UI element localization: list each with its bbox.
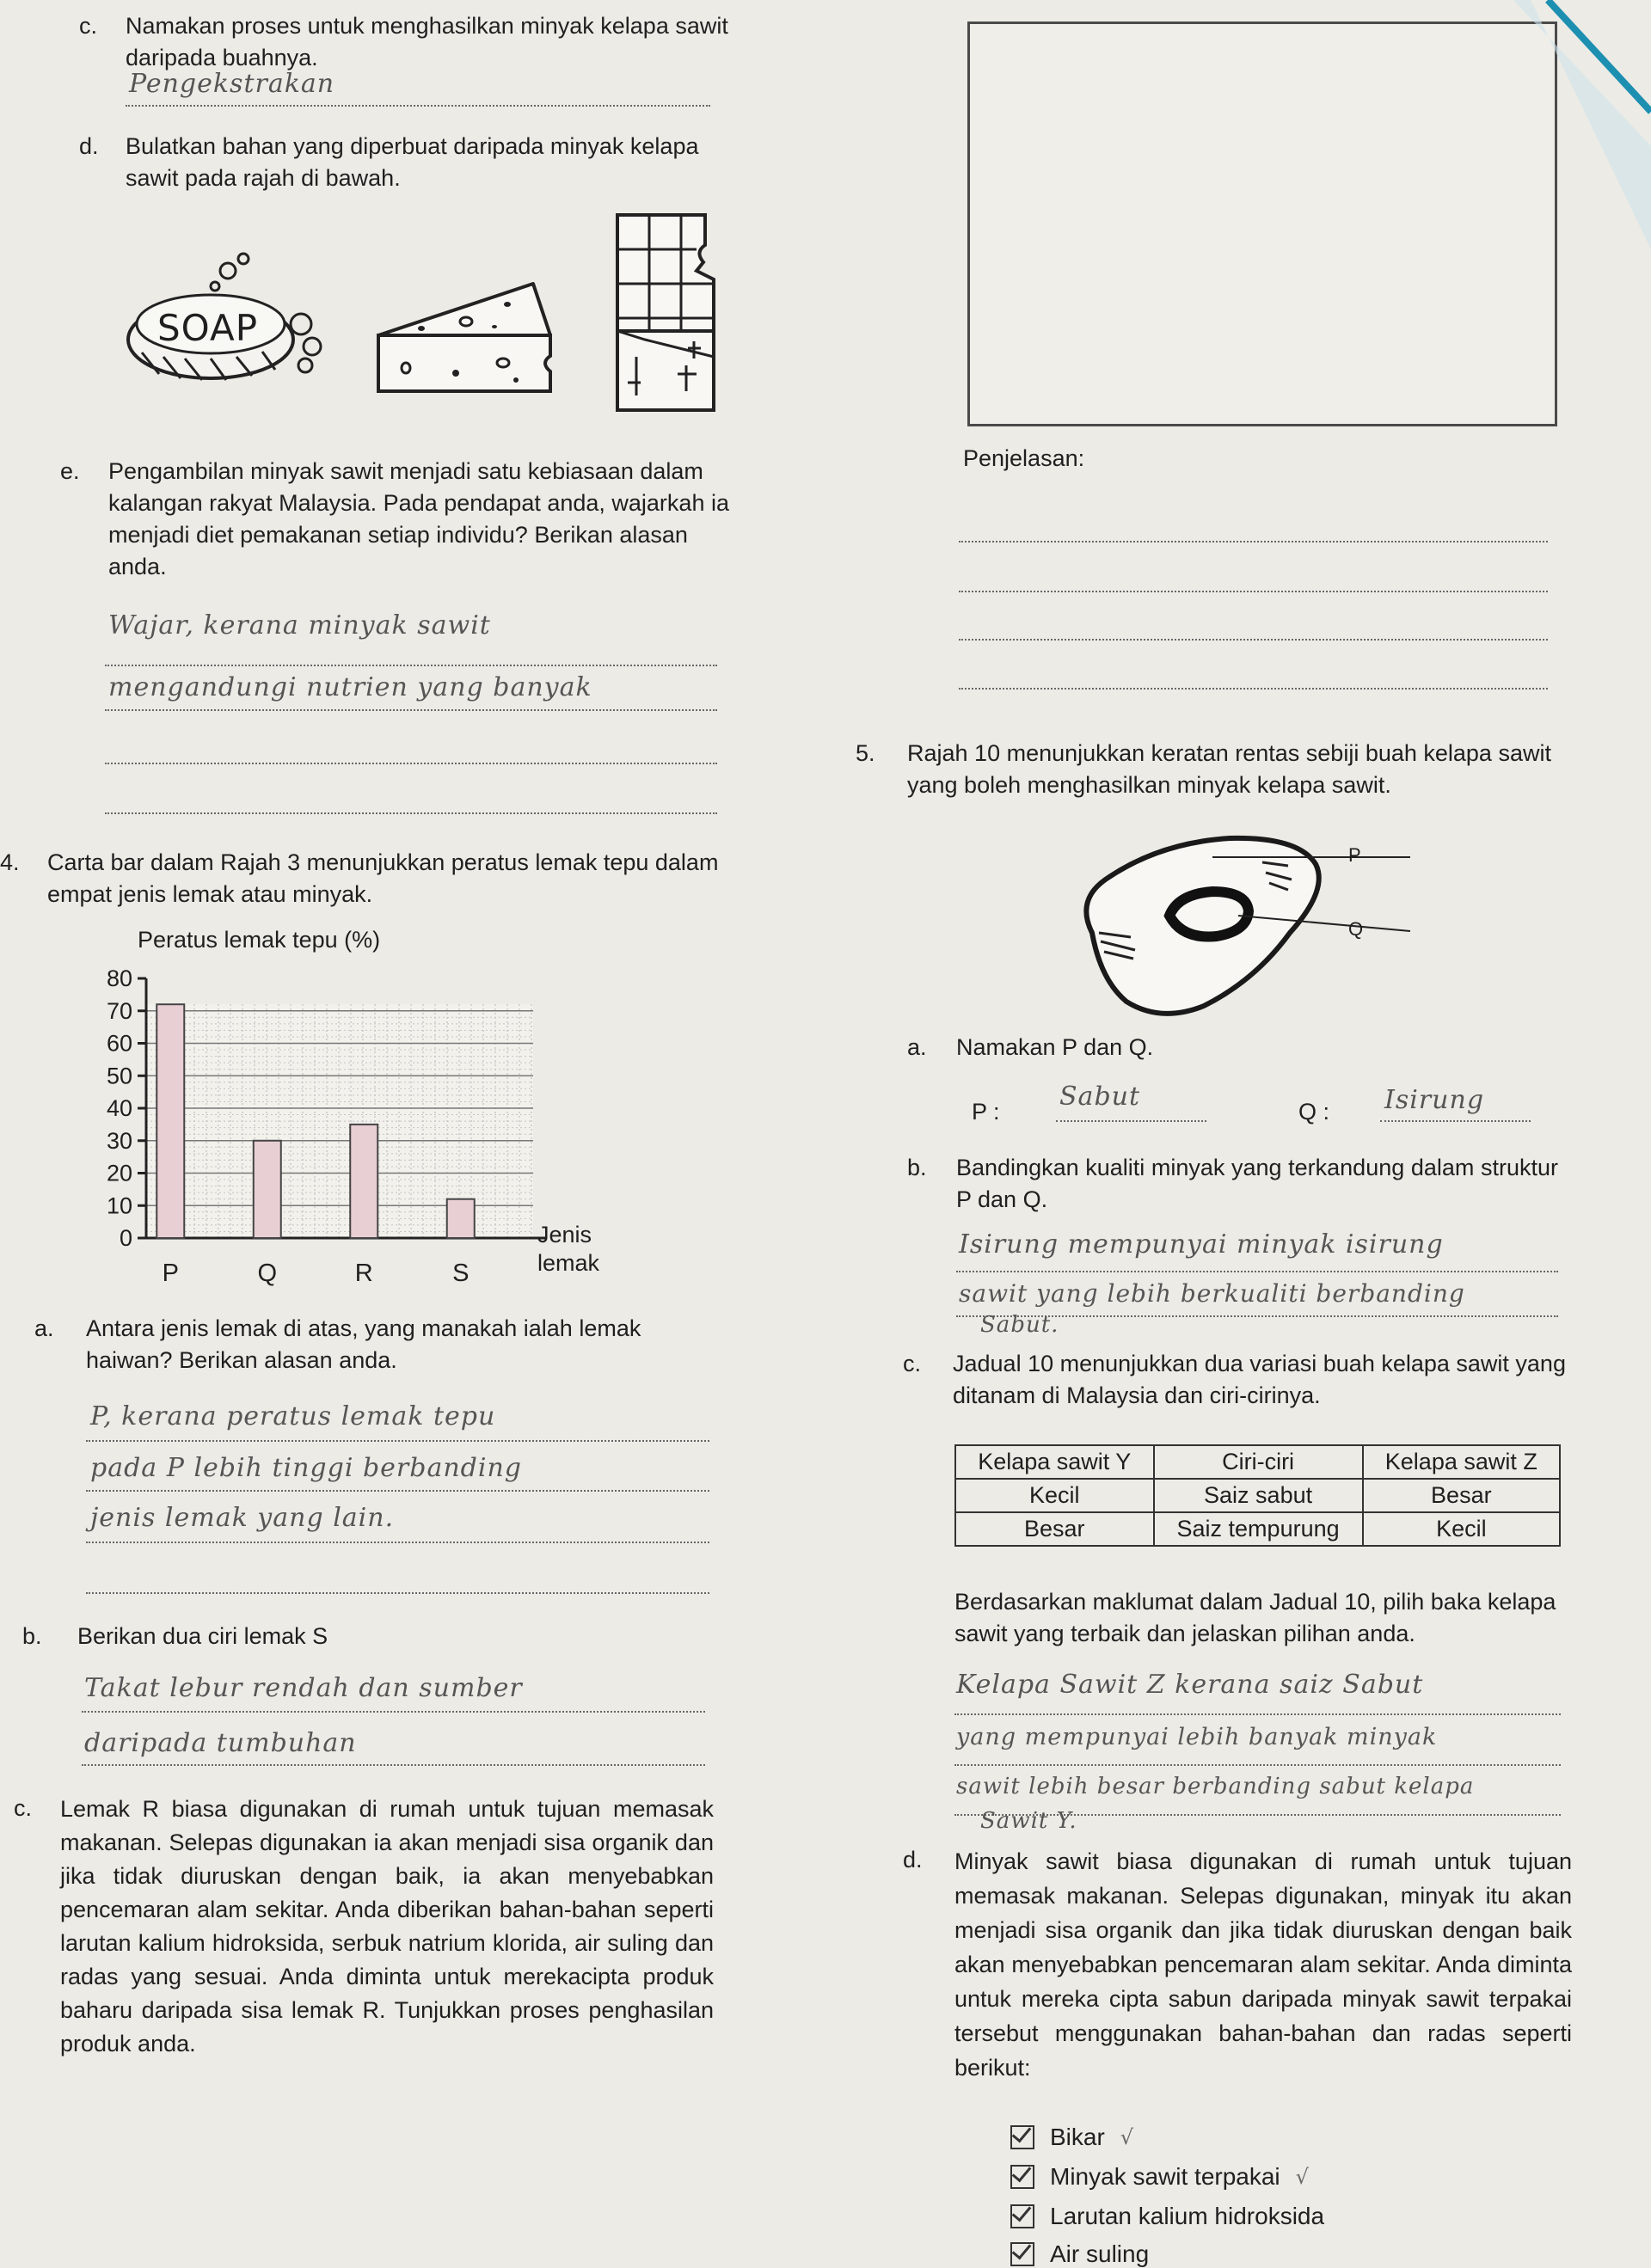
q4a-answer-2: pada P lebih tinggi berbanding bbox=[90, 1453, 522, 1483]
q3c-text: Namakan proses untuk menghasilkan minyak kelapa sawit daripada buahnya. bbox=[126, 13, 728, 70]
q5c-answer-4: Sawit Y. bbox=[980, 1808, 1077, 1834]
q3c-answer: Pengekstrakan bbox=[129, 69, 335, 99]
explain-label: Penjelasan: bbox=[963, 445, 1085, 471]
q4a-line-3 bbox=[86, 1542, 709, 1543]
y-tick-label: 30 bbox=[106, 1127, 132, 1154]
q3e-letter: e. bbox=[60, 458, 80, 484]
q5b-letter: b. bbox=[907, 1155, 927, 1180]
cheese-drawing bbox=[370, 267, 559, 395]
q5a-p-line bbox=[1056, 1120, 1206, 1122]
q5b-answer-3: Sabut. bbox=[980, 1312, 1059, 1338]
y-tick-label: 0 bbox=[119, 1225, 132, 1251]
q5c-line-2 bbox=[954, 1764, 1561, 1766]
q3e-line-1 bbox=[105, 665, 717, 666]
chart-x-label: Jenis lemak bbox=[537, 1222, 600, 1276]
q3d-letter: d. bbox=[79, 133, 99, 159]
x-tick-label: P bbox=[162, 1260, 179, 1287]
q5b-answer-1: Isirung mempunyai minyak isirung bbox=[959, 1229, 1444, 1260]
checkbox-checked-icon[interactable] bbox=[1010, 2204, 1034, 2228]
table-cell: Kecil bbox=[955, 1479, 1154, 1512]
checklist-item-kalium[interactable] bbox=[1010, 2203, 1324, 2230]
y-tick-label: 20 bbox=[106, 1160, 132, 1186]
drawing-answer-box[interactable] bbox=[967, 21, 1557, 426]
q4a-answer-1: P, kerana peratus lemak tepu bbox=[90, 1401, 496, 1431]
explain-line-3 bbox=[959, 639, 1548, 641]
q4c-letter: c. bbox=[14, 1795, 33, 1821]
table-cell: Saiz tempurung bbox=[1154, 1512, 1363, 1546]
checklist-label: Air suling bbox=[1050, 2240, 1150, 2267]
q5a-q-answer: Isirung bbox=[1384, 1085, 1485, 1115]
q5c-letter: c. bbox=[903, 1351, 922, 1376]
y-tick-label: 80 bbox=[106, 965, 132, 991]
q5c-answer-2: yang mempunyai lebih banyak minyak bbox=[956, 1724, 1438, 1750]
bar bbox=[350, 1125, 377, 1238]
q4b-answer-1: Takat lebur rendah dan sumber bbox=[84, 1673, 523, 1703]
y-tick-label: 60 bbox=[106, 1030, 132, 1057]
chocolate-drawing bbox=[611, 211, 722, 417]
palm-fruit-cross-section bbox=[1066, 830, 1427, 1027]
pen-object bbox=[1479, 0, 1651, 249]
q5d-text: Minyak sawit biasa digunakan di rumah untuk tujuan memasak makanan. Selepas digunakan, minyak itu akan menjadi sisa organik dan jika tidak diuruskan dengan baik akan menyebabkan pencemaran alam sekitar. Anda diminta untuk mereka cipta sabun daripada minyak sawit terpakai tersebut menggunakan bahan-bahan dan radas seperti berikut: bbox=[954, 1848, 1572, 2081]
checkbox-checked-icon[interactable] bbox=[1010, 2125, 1034, 2149]
q4-text: Carta bar dalam Rajah 3 menunjukkan peratus lemak tepu dalam empat jenis lemak atau minyak. bbox=[47, 849, 719, 907]
x-tick-label: R bbox=[354, 1260, 373, 1287]
chart-title: Peratus lemak tepu (%) bbox=[138, 927, 381, 953]
q3e-answer-2: mengandungi nutrien yang banyak bbox=[108, 672, 592, 702]
q3e-line-3 bbox=[105, 763, 717, 764]
label-p: P bbox=[1348, 844, 1361, 866]
tick-mark-icon: √ bbox=[1120, 2125, 1134, 2149]
bar bbox=[447, 1199, 475, 1238]
checkbox-checked-icon[interactable] bbox=[1010, 2242, 1034, 2266]
checklist-item-bikar[interactable] bbox=[1010, 2124, 1133, 2151]
label-q: Q bbox=[1348, 918, 1364, 940]
q5b-line-1 bbox=[956, 1271, 1558, 1272]
q3c-answer-line bbox=[126, 105, 710, 107]
table-header-ciri: Ciri-ciri bbox=[1154, 1445, 1363, 1479]
q5c-text: Jadual 10 menunjukkan dua variasi buah kelapa sawit yang ditanam di Malaysia dan ciri-cirinya. bbox=[953, 1351, 1566, 1408]
q4a-line-1 bbox=[86, 1440, 709, 1442]
q4b-answer-2: daripada tumbuhan bbox=[84, 1728, 357, 1758]
q4c-text: Lemak R biasa digunakan di rumah untuk tujuan memasak makanan. Selepas digunakan ia akan menjadi sisa organik dan jika tidak diuruskan dengan baik, ia akan menyebabkan pencemaran alam sekitar. Anda diberikan bahan-bahan seperti larutan kalium hidroksida, serbuk natrium klorida, air suling dan radas yang sesuai. Anda diminta untuk merekacipta produk baharu daripada sisa lemak R. Tunjukkan proses penghasilan produk anda. bbox=[60, 1796, 714, 2057]
q5c-after-text: Berdasarkan maklumat dalam Jadual 10, pilih baka kelapa sawit yang terbaik dan jelaskan pilihan anda. bbox=[954, 1589, 1556, 1646]
q4a-text: Antara jenis lemak di atas, yang manakah ialah lemak haiwan? Berikan alasan anda. bbox=[86, 1315, 641, 1373]
bar bbox=[157, 1004, 184, 1238]
q3e-line-4 bbox=[105, 812, 717, 814]
table-cell: Besar bbox=[955, 1512, 1154, 1546]
q5a-p-answer: Sabut bbox=[1059, 1082, 1141, 1112]
table-header-y: Kelapa sawit Y bbox=[955, 1445, 1154, 1479]
x-tick-label: S bbox=[452, 1260, 470, 1287]
q3c-letter: c. bbox=[79, 13, 98, 39]
q3d-text: Bulatkan bahan yang diperbuat daripada minyak kelapa sawit pada rajah di bawah. bbox=[126, 133, 699, 191]
q5a-p-prefix: P : bbox=[972, 1099, 1000, 1125]
bar-chart bbox=[95, 963, 611, 1290]
y-tick-label: 10 bbox=[106, 1192, 132, 1219]
table-row bbox=[955, 1479, 1560, 1512]
q5a-q-line bbox=[1380, 1120, 1531, 1122]
table-header-z: Kelapa sawit Z bbox=[1363, 1445, 1560, 1479]
checkbox-checked-icon[interactable] bbox=[1010, 2165, 1034, 2189]
q5d-letter: d. bbox=[903, 1847, 923, 1873]
q5a-q-prefix: Q : bbox=[1298, 1099, 1330, 1125]
q4a-line-2 bbox=[86, 1490, 709, 1492]
q4b-line-2 bbox=[82, 1764, 705, 1766]
q3e-line-2 bbox=[105, 709, 717, 711]
q5-number: 5. bbox=[856, 740, 875, 766]
q5c-answer-3: sawit lebih besar berbanding sabut kelapa bbox=[956, 1774, 1475, 1799]
q4b-text: Berikan dua ciri lemak S bbox=[77, 1623, 328, 1649]
x-tick-label: Q bbox=[257, 1260, 278, 1287]
q4a-letter: a. bbox=[34, 1315, 54, 1341]
y-tick-label: 70 bbox=[106, 997, 132, 1024]
q5c-answer-1: Kelapa Sawit Z kerana saiz Sabut bbox=[956, 1670, 1424, 1700]
q5b-text: Bandingkan kualiti minyak yang terkandung dalam struktur P dan Q. bbox=[956, 1155, 1558, 1212]
q5a-text: Namakan P dan Q. bbox=[956, 1034, 1154, 1060]
checklist-label: Larutan kalium hidroksida bbox=[1050, 2203, 1325, 2229]
table-cell: Kecil bbox=[1363, 1512, 1560, 1546]
checklist-label: Bikar bbox=[1050, 2124, 1105, 2150]
table-cell: Besar bbox=[1363, 1479, 1560, 1512]
explain-line-1 bbox=[959, 541, 1548, 542]
y-tick-label: 40 bbox=[106, 1095, 132, 1121]
table-cell: Saiz sabut bbox=[1154, 1479, 1363, 1512]
q5a-letter: a. bbox=[907, 1034, 927, 1060]
table-row bbox=[955, 1512, 1560, 1546]
jadual-10-table bbox=[954, 1444, 1561, 1547]
soap-label: SOAP bbox=[157, 307, 259, 349]
explain-line-2 bbox=[959, 591, 1548, 592]
q5b-answer-2: sawit yang lebih berkualiti berbanding bbox=[959, 1279, 1465, 1308]
q4b-letter: b. bbox=[22, 1623, 42, 1649]
q3e-answer-1: Wajar, kerana minyak sawit bbox=[108, 610, 491, 641]
q5-text: Rajah 10 menunjukkan keratan rentas sebiji buah kelapa sawit yang boleh menghasilkan minyak kelapa sawit. bbox=[907, 740, 1551, 798]
q4-number: 4. bbox=[0, 849, 20, 875]
checklist-label: Minyak sawit terpakai bbox=[1050, 2163, 1280, 2190]
tick-mark-icon: √ bbox=[1295, 2165, 1309, 2189]
q4b-line-1 bbox=[82, 1711, 705, 1713]
y-tick-label: 50 bbox=[106, 1063, 132, 1089]
q4a-answer-3: jenis lemak yang lain. bbox=[90, 1503, 395, 1533]
q4a-line-4 bbox=[86, 1592, 709, 1594]
checklist-item-minyak[interactable] bbox=[1010, 2163, 1309, 2191]
bar bbox=[254, 1141, 281, 1238]
q5c-line-1 bbox=[954, 1713, 1561, 1715]
q3e-text: Pengambilan minyak sawit menjadi satu kebiasaan dalam kalangan rakyat Malaysia. Pada pendapat anda, wajarkah ia menjadi diet pemakanan setiap individu? Berikan alasan anda. bbox=[108, 458, 729, 579]
explain-line-4 bbox=[959, 688, 1548, 690]
checklist-item-air[interactable] bbox=[1010, 2240, 1149, 2268]
